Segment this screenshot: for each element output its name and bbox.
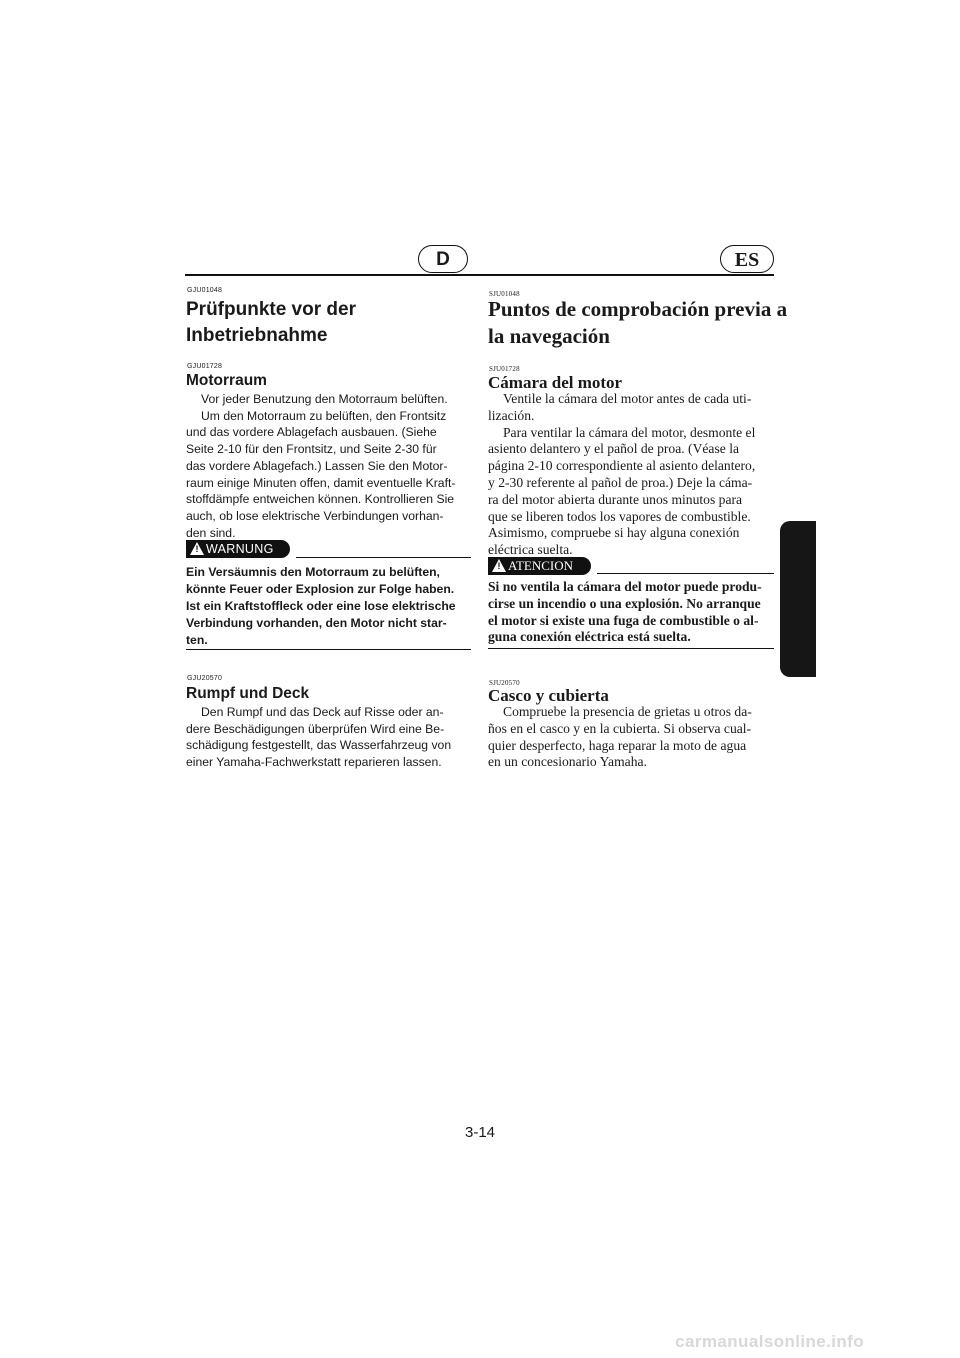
paragraph: [488, 391, 774, 559]
text-line: guna conexión eléctrica está suelta.: [488, 629, 691, 645]
text-line: y 2-30 referente al pañol de proa.) Deje la cáma-: [488, 474, 753, 490]
exclamation-icon: !: [195, 544, 199, 554]
text-line: ra del motor abierta durante unos minutos para: [488, 491, 743, 507]
text-line: auch, ob lose elektrische Verbindungen vorhan-: [186, 508, 444, 523]
text-line: asiento delantero y el pañol de proa. (Véase la: [488, 441, 739, 457]
text-line: que se liberen todos los vapores de combustible.: [488, 508, 751, 524]
text-line: schädigung festgestellt, das Wasserfahrzeug von: [186, 738, 452, 753]
subsection-heading: Rumpf und Deck: [186, 685, 310, 702]
paragraph: [186, 391, 471, 541]
subsection-heading: Casco y cubierta: [488, 686, 609, 705]
text-line: könnte Feuer oder Explosion zur Folge haben.: [186, 582, 455, 596]
warning-rule-top: [597, 573, 774, 574]
subsection-heading: Cámara del motor: [488, 373, 623, 392]
warning-rule-bottom: [488, 648, 774, 649]
text-line: und das vordere Ablagefach ausbauen. (Siehe: [186, 425, 437, 440]
text-line: Ventile la cámara del motor antes de cada uti-: [503, 391, 752, 406]
subsection-heading: Motorraum: [186, 372, 267, 389]
text-line: dere Beschädigungen überprüfen Wird eine Be-: [186, 721, 445, 736]
text-line: den sind.: [186, 525, 236, 540]
warning-rule-bottom: [186, 649, 471, 650]
warning-text: [186, 564, 476, 649]
doc-code: SJU20570: [489, 679, 520, 687]
warning-rule-top: [296, 557, 471, 558]
page-number: 3-14: [464, 1124, 496, 1141]
text-line: ten.: [186, 633, 208, 647]
doc-code: GJU01728: [187, 363, 223, 370]
warning-badge: [488, 557, 591, 575]
text-line: página 2-10 correspondiente al asiento delantero,: [488, 458, 756, 474]
text-line: stoffdämpfe entweichen können. Kontrollieren Sie: [186, 492, 455, 507]
paragraph: [186, 704, 471, 771]
text-line: Den Rumpf und das Deck auf Risse oder an-: [201, 705, 444, 719]
text-line: lización.: [488, 407, 535, 423]
text-line: Um den Motorraum zu belüften, den Frontsitz: [201, 408, 447, 423]
doc-code: GJU20570: [187, 675, 223, 682]
section-title-es: [488, 296, 787, 350]
text-line: Ist ein Kraftstoffleck oder eine lose elektrische: [186, 599, 456, 613]
text-line: Seite 2-10 für den Frontsitz, und Seite 2-30 für: [186, 442, 437, 457]
text-line: Vor jeder Benutzung den Motorraum belüften.: [201, 392, 448, 406]
text-line: ños en el casco y en la cubierta. Si observa cual-: [488, 720, 752, 736]
warning-text: [488, 579, 778, 646]
exclamation-icon: !: [497, 561, 501, 571]
text-line: en un concesionario Yamaha.: [488, 754, 647, 770]
language-tag-german: D: [418, 245, 468, 273]
language-tag-spanish: ES: [720, 245, 774, 273]
text-line: raum einige Minuten offen, damit eventuelle Kraft-: [186, 475, 456, 490]
title-line: la navegación: [488, 324, 610, 348]
section-title-de: [186, 297, 356, 349]
text-line: Compruebe la presencia de grietas u otros da-: [503, 704, 752, 719]
header-rule: [185, 274, 774, 276]
text-line: Si no ventila la cámara del motor puede produ-: [488, 579, 762, 594]
watermark[interactable]: carmanualsonline.info: [675, 1332, 864, 1351]
title-line: Puntos de comprobación previa a: [488, 297, 788, 321]
warning-label: WARNUNG: [206, 542, 274, 556]
warning-label: ATENCION: [508, 558, 573, 573]
text-line: cirse un incendio o una explosión. No arranque: [488, 595, 761, 611]
text-line: Asimismo, compruebe si hay alguna conexión: [488, 525, 740, 541]
paragraph: [488, 704, 774, 771]
text-line: Ein Versäumnis den Motorraum zu belüften,: [186, 565, 440, 579]
doc-code: SJU01728: [489, 365, 520, 373]
chapter-tab: [780, 521, 816, 677]
text-line: einer Yamaha-Fachwerkstatt reparieren lassen.: [186, 755, 442, 770]
title-line: Inbetriebnahme: [186, 325, 328, 346]
text-line: el motor si existe una fuga de combustible o al-: [488, 612, 759, 628]
title-line: Prüfpunkte vor der: [186, 299, 356, 320]
text-line: das vordere Ablagefach.) Lassen Sie den Motor-: [186, 458, 448, 473]
doc-code: SJU01048: [489, 290, 520, 298]
text-line: Verbindung vorhanden, den Motor nicht star-: [186, 616, 447, 630]
text-line: quier desperfecto, haga reparar la moto de agua: [488, 737, 747, 753]
text-line: Para ventilar la cámara del motor, desmonte el: [503, 424, 756, 440]
doc-code: GJU01048: [187, 287, 223, 294]
text-line: eléctrica suelta.: [488, 542, 573, 558]
warning-badge: [186, 540, 290, 558]
